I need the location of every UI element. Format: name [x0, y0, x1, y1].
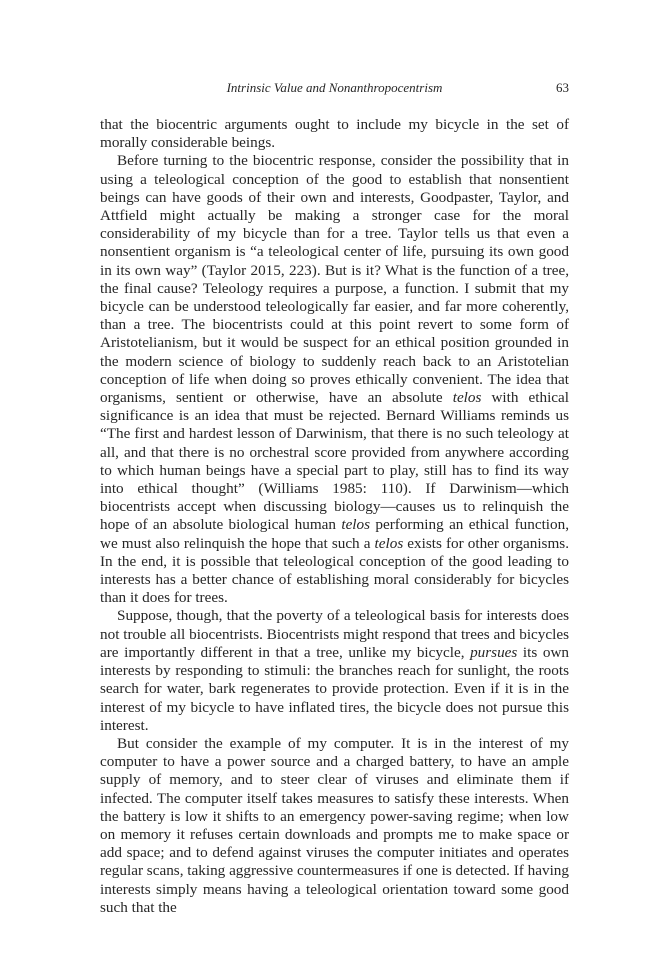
- italic-term: pursues: [470, 643, 518, 661]
- paragraph: [100, 735, 569, 917]
- page-number: 63: [556, 80, 569, 95]
- text-run: performing an ethical function, we must also relinquish the hope that such a: [100, 516, 569, 552]
- running-title: Intrinsic Value and Nonanthropocentrism: [226, 80, 443, 95]
- paragraph: [100, 607, 569, 734]
- paragraph: [100, 152, 569, 607]
- text-run: its own interests by responding to stimuli: the branches reach for sunlight, the roots search for water, bark regenerates to provide protection. Even if it is in the interest of my bicycle to have inflated tires, the bicycle does not pursue this interest.: [100, 643, 569, 734]
- text-run: But consider the example of my computer. It is in the interest of my computer to have a power source and a charged battery, to have an ample supply of memory, and to steer clear of viruses and eliminate them if infected. The computer itself takes measures to satisfy these interests. When the battery is low it shifts to an emergency power-saving regime; when low on memory it refuses certain downloads and prompts me to make space or add space; and to defend against viruses the computer initiates and operates regular scans, taking aggressive countermeasures if one is detected. If having interests simply means having a teleological orientation toward some good such that the: [100, 734, 569, 916]
- body-text: [100, 116, 569, 917]
- paragraph: [100, 116, 569, 152]
- italic-term: telos: [341, 516, 371, 534]
- text-run: that the biocentric arguments ought to include my bicycle in the set of morally considerable beings.: [100, 116, 569, 152]
- text-run: with ethical significance is an idea that must be rejected. Bernard Williams reminds us “The first and hardest lesson of Darwinism, that there is no such teleology at all, and that there is no orchestral score provided from anywhere according to which human beings have a special part to play, still has to find its way into ethical thought” (Williams 1985: 110). If Darwinism—which biocentrists accept when discussing biology—causes us to relinquish the hope of an absolute biological human: [100, 389, 569, 534]
- italic-term: telos: [374, 534, 404, 552]
- text-run: Before turning to the biocentric response, consider the possibility that in using a teleological conception of the good to establish that nonsentient beings can have goods of their own and interests, Goodpaster, Taylor, and Attfield might actually be making a stronger case for the moral considerability of my bicycle than for a tree. Taylor tells us that even a nonsentient organism is “a teleological center of life, pursuing its own good in its own way” (Taylor 2015, 223). But is it? What is the function of a tree, the final cause? Teleology requires a purpose, a function. I submit that my bicycle can be understood teleologically far easier, and far more coherently, than a tree. The biocentrists could at this point revert to some form of Aristotelianism, but it would be suspect for an ethical position grounded in the modern science of biology to suddenly reach back to an Aristotelian conception of life when doing so proves ethically convenient. The idea that organisms, sentient or otherwise, have an absolute: [100, 152, 569, 407]
- text-run: Suppose, though, that the poverty of a teleological basis for interests does not trouble all biocentrists. Biocentrists might respond that trees and bicycles are importantly different in that a tree, unlike my bicycle,: [100, 607, 569, 661]
- italic-term: telos: [452, 389, 482, 407]
- text-run: exists for other organisms. In the end, it is possible that teleological conception of the good leading to interests has a better chance of establishing moral considerably for bicycles than it does for trees.: [100, 534, 569, 607]
- running-header: [100, 80, 569, 100]
